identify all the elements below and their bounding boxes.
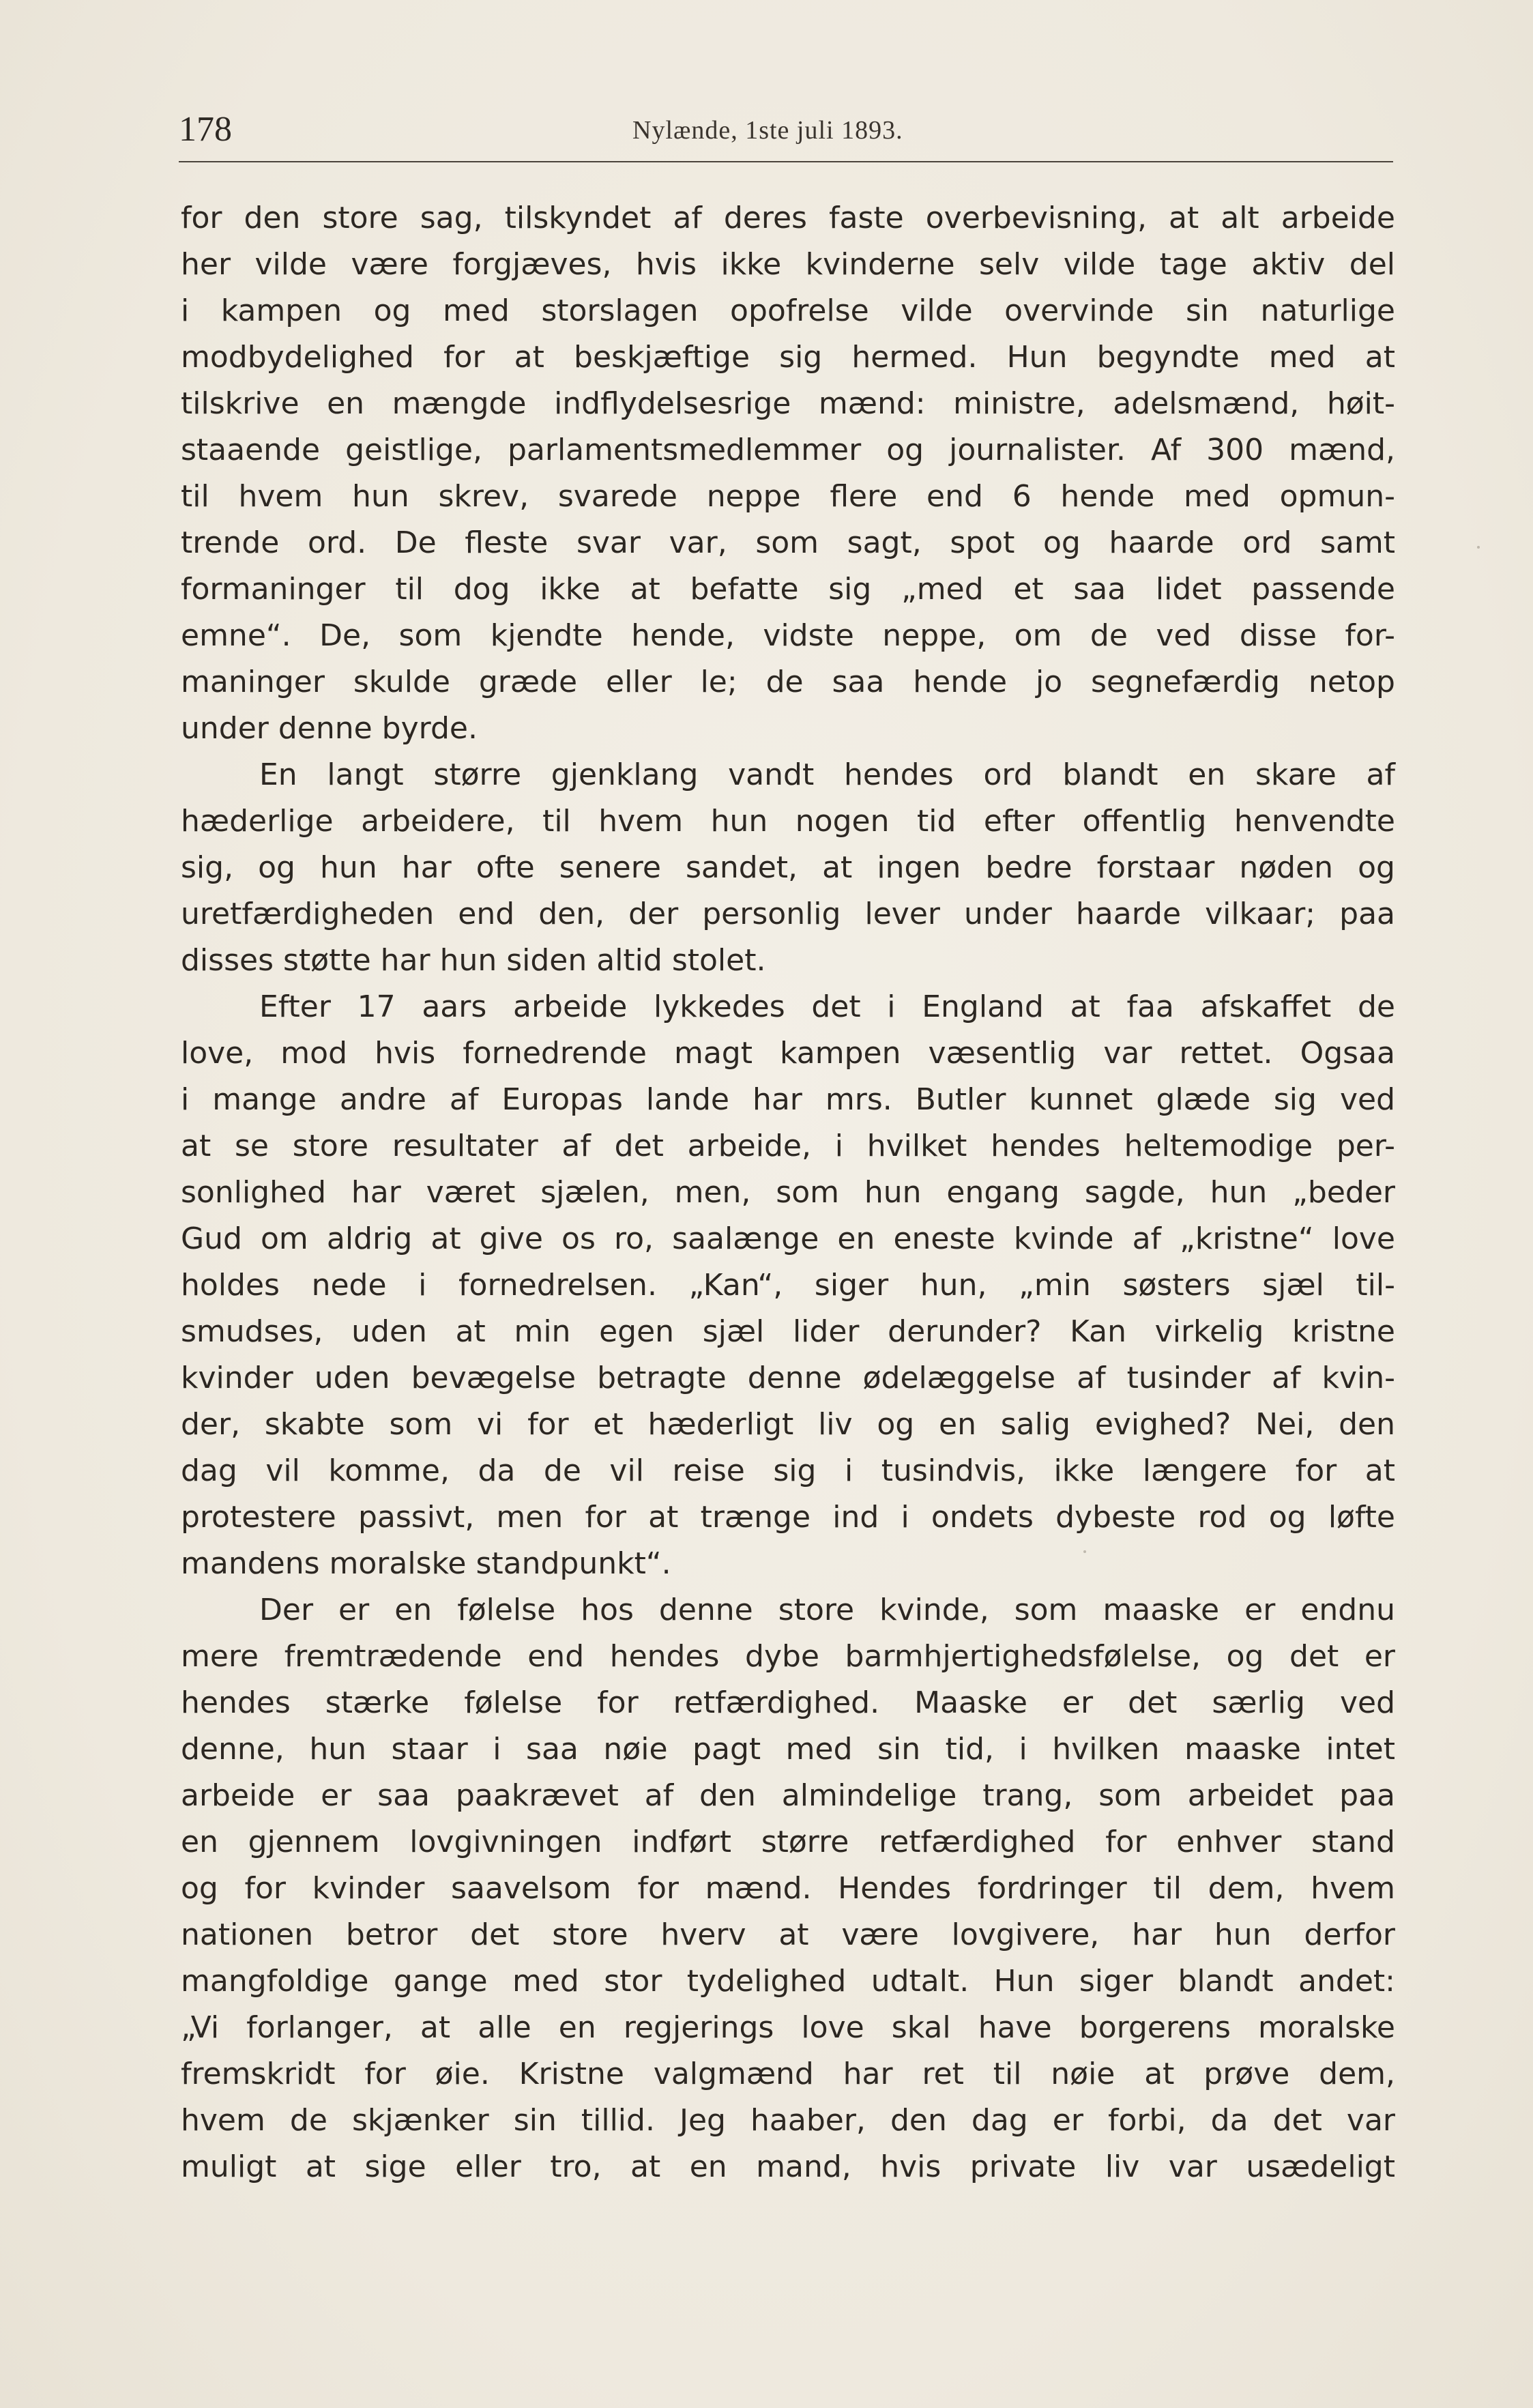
- text-line: her vilde være forgjæves, hvis ikke kvinderne selv vilde tage aktiv del: [181, 247, 1395, 282]
- text-line: sig, og hun har ofte senere sandet, at ingen bedre forstaar nøden og: [181, 850, 1395, 885]
- text-line: arbeide er saa paakrævet af den almindelige trang, som arbeidet paa: [181, 1778, 1395, 1813]
- text-line: fremskridt for øie. Kristne valgmænd har ret til nøie at prøve dem,: [181, 2057, 1395, 2091]
- text-line: i kampen og med storslagen opofrelse vilde overvinde sin naturlige: [181, 293, 1395, 328]
- paper-speck: [1477, 546, 1480, 549]
- text-line: hæderlige arbeidere, til hvem hun nogen tid efter offentlig henvendte: [181, 804, 1395, 839]
- paragraph-start: Efter 17 aars arbeide lykkedes det i England at faa afskaffet de: [259, 989, 1395, 1024]
- text-line: under denne byrde.: [181, 711, 478, 746]
- text-line: tilskrive en mængde indflydelsesrige mænd: ministre, adelsmænd, høit-: [181, 386, 1395, 421]
- text-line: mere fremtrædende end hendes dybe barmhjertighedsfølelse, og det er: [181, 1639, 1395, 1674]
- text-line: trende ord. De fleste svar var, som sagt, spot og haarde ord samt: [181, 525, 1395, 560]
- page-header: [179, 109, 1393, 162]
- text-line: smudses, uden at min egen sjæl lider derunder? Kan virkelig kristne: [181, 1314, 1395, 1349]
- text-line: holdes nede i fornedrelsen. „Kan“, siger hun, „min søsters sjæl til-: [181, 1268, 1395, 1303]
- text-line: nationen betror det store hverv at være lovgivere, har hun derfor: [181, 1917, 1395, 1952]
- text-line: hvem de skjænker sin tillid. Jeg haaber, den dag er forbi, da det var: [181, 2103, 1395, 2138]
- text-line: mangfoldige gange med stor tydelighed udtalt. Hun siger blandt andet:: [181, 1964, 1395, 1999]
- text-line: maninger skulde græde eller le; de saa hende jo segnefærdig netop: [181, 665, 1395, 699]
- text-line: hendes stærke følelse for retfærdighed. Maaske er det særlig ved: [181, 1685, 1395, 1720]
- text-line: modbydelighed for at beskjæftige sig hermed. Hun begyndte med at: [181, 340, 1395, 375]
- text-line: muligt at sige eller tro, at en mand, hvis private liv var usædeligt: [181, 2149, 1395, 2184]
- text-line: der, skabte som vi for et hæderligt liv og en salig evighed? Nei, den: [181, 1407, 1395, 1442]
- text-line: staaende geistlige, parlamentsmedlemmer og journalister. Af 300 mænd,: [181, 433, 1395, 467]
- text-line: at se store resultater af det arbeide, i hvilket hendes heltemodige per-: [181, 1129, 1395, 1163]
- text-line: for den store sag, tilskyndet af deres faste overbevisning, at alt arbeide: [181, 201, 1395, 235]
- text-line: en gjennem lovgivningen indført større retfærdighed for enhver stand: [181, 1825, 1395, 1859]
- page-number: 178: [179, 110, 232, 149]
- text-line: Gud om aldrig at give os ro, saalænge en eneste kvinde af „kristne“ love: [181, 1221, 1395, 1256]
- text-line: uretfærdigheden end den, der personlig lever under haarde vilkaar; paa: [181, 897, 1395, 931]
- paper-speck: [1083, 1550, 1086, 1553]
- running-title: Nylænde, 1ste juli 1893.: [632, 116, 903, 145]
- paragraph-start: En langt større gjenklang vandt hendes ord blandt en skare af: [259, 757, 1395, 792]
- text-line: protestere passivt, men for at trænge ind i ondets dybeste rod og løfte: [181, 1500, 1395, 1535]
- text-line: denne, hun staar i saa nøie pagt med sin tid, i hvilken maaske intet: [181, 1732, 1395, 1767]
- text-line: formaninger til dog ikke at befatte sig „med et saa lidet passende: [181, 572, 1395, 607]
- text-line: i mange andre af Europas lande har mrs. Butler kunnet glæde sig ved: [181, 1082, 1395, 1117]
- text-line: dag vil komme, da de vil reise sig i tusindvis, ikke længere for at: [181, 1453, 1395, 1488]
- text-line: disses støtte har hun siden altid stolet.: [181, 943, 766, 978]
- text-line: emne“. De, som kjendte hende, vidste neppe, om de ved disse for-: [181, 618, 1395, 653]
- text-line: sonlighed har været sjælen, men, som hun engang sagde, hun „beder: [181, 1175, 1395, 1210]
- text-line: love, mod hvis fornedrende magt kampen væsentlig var rettet. Ogsaa: [181, 1036, 1395, 1071]
- text-line: til hvem hun skrev, svarede neppe flere end 6 hende med opmun-: [181, 479, 1395, 514]
- text-line: og for kvinder saavelsom for mænd. Hendes fordringer til dem, hvem: [181, 1871, 1395, 1906]
- paragraph-start: Der er en følelse hos denne store kvinde, som maaske er endnu: [259, 1593, 1395, 1627]
- text-line: „Vi forlanger, at alle en regjerings love skal have borgerens moralske: [181, 2010, 1395, 2045]
- article-body: [181, 195, 1395, 2190]
- text-line: mandens moralske standpunkt“.: [181, 1546, 671, 1581]
- text-line: kvinder uden bevægelse betragte denne ødelæggelse af tusinder af kvin-: [181, 1361, 1395, 1395]
